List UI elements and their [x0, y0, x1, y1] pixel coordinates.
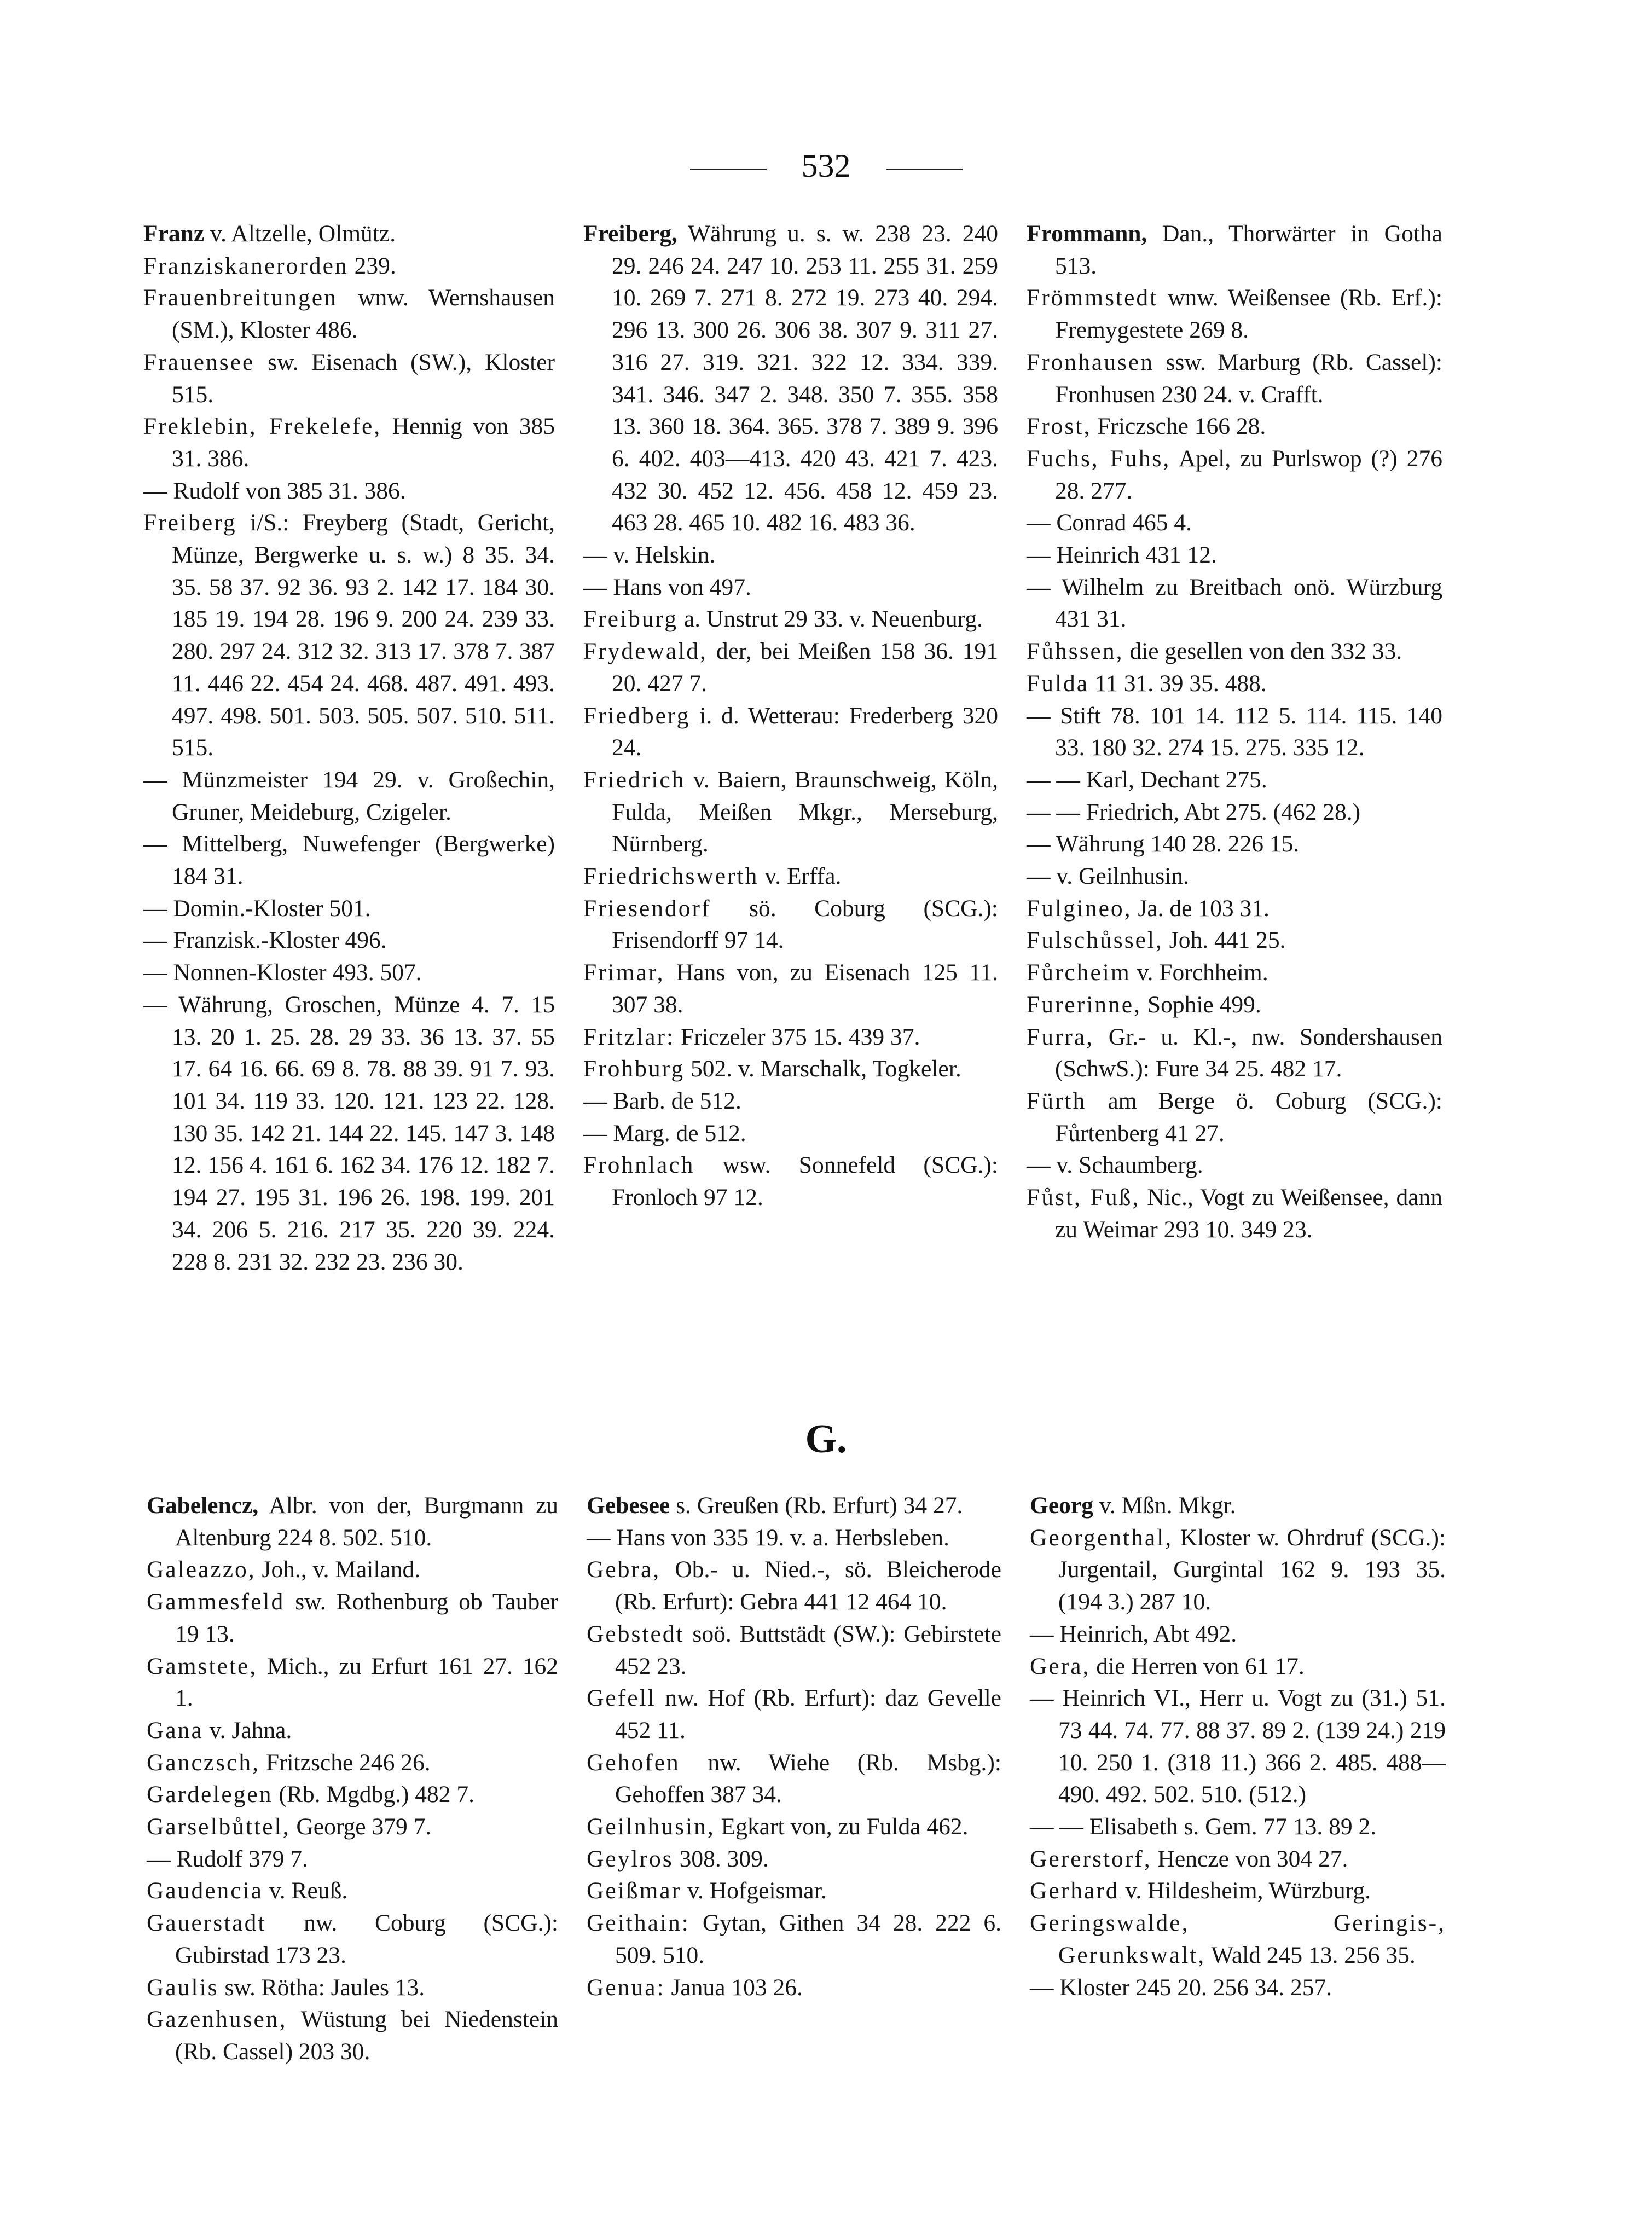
index-entry [583, 764, 998, 860]
entry-headword: Gehofen [587, 1749, 680, 1776]
entry-text: v. Erffa. [758, 863, 842, 890]
entry-headword: Gera, [1030, 1653, 1091, 1679]
entry-text: a. Unstrut 29 33. v. Neuenburg. [678, 606, 983, 633]
entry-text: George 379 7. [290, 1813, 432, 1840]
index-entry [147, 1554, 558, 1586]
entry-text: — Nonnen-Kloster 493. 507. [143, 959, 422, 986]
entry-headword: Geißmar [587, 1878, 682, 1904]
entry-text: Hennig von 385 31. 386. [172, 413, 555, 472]
index-entry [583, 1149, 998, 1213]
index-entry [587, 1972, 1001, 2004]
entry-text: Gr.- u. Kl.-, nw. Sondershausen (SchwS.): Fure 34 25. 482 17. [1055, 1023, 1442, 1082]
entry-text: sw. Rötha: Jaules 13. [218, 1974, 425, 2001]
entry-headword: Geringswalde, Geringis-, Gerunkswalt, [1030, 1910, 1446, 1968]
entry-text: — Conrad 465 4. [1027, 509, 1192, 536]
entry-text: — Franzisk.-Kloster 496. [143, 927, 387, 954]
index-entry [147, 1811, 558, 1843]
entry-headword: Furerinne, [1027, 991, 1141, 1018]
g-column-1 [147, 1490, 558, 2068]
entry-text: Janua 103 26. [665, 1974, 803, 2001]
entry-headword: Fulda [1027, 670, 1089, 697]
entry-text: v. Reuß. [263, 1878, 348, 1904]
index-entry [1030, 1618, 1446, 1650]
index-entry [1027, 410, 1442, 443]
index-entry [583, 1053, 998, 1085]
entry-text: Egkart von, zu Fulda 462. [715, 1813, 969, 1840]
entry-text: sö. Coburg (SCG.): Frisendorff 97 14. [612, 895, 998, 954]
entry-headword: Gazenhusen, [147, 2006, 287, 2033]
index-entry [587, 1843, 1001, 1875]
entry-text: der, bei Meißen 158 36. 191 20. 427 7. [612, 638, 998, 697]
entry-text: wsw. Sonnefeld (SCG.): Fronloch 97 12. [612, 1152, 998, 1211]
index-entry [1027, 796, 1442, 828]
entry-text: nw. Coburg (SCG.): Gubirstad 173 23. [175, 1910, 558, 1968]
index-entry [143, 475, 555, 507]
entry-text: — Münzmeister 194 29. v. Großechin, Gruner, Meideburg, Czigeler. [143, 766, 555, 825]
entry-text: — Währung 140 28. 226 15. [1027, 831, 1300, 857]
entry-text: v. Mßn. Mkgr. [1093, 1492, 1236, 1519]
section-letter-heading: G. [805, 1417, 847, 1462]
index-entry [583, 635, 998, 699]
index-entry [143, 410, 555, 474]
index-entry [147, 1972, 558, 2004]
entry-headword: Freiburg [583, 606, 679, 633]
f-column-1 [143, 218, 555, 1278]
index-entry [147, 2003, 558, 2067]
entry-text: i/S.: Freyberg (Stadt, Gericht, Münze, Bergwerke u. s. w.) 8 35. 34. 35. 58 37. 92 36. 93 2. 142 17. 184 30. 185 19. 194 28. 196 9. 200 24. 239 33. 280. 297 24. 312 32. 313 17. 378 7. 387 11. 446 22. 454 24. 468. 487. 491. 493. 497. 498. 501. 503. 505. 507. 510. 511. 515. [172, 509, 555, 761]
entry-text: Wald 245 13. 256 35. [1205, 1942, 1416, 1968]
entry-headword: Geilnhusin, [587, 1813, 715, 1840]
index-entry [143, 893, 555, 925]
entry-text: Sophie 499. [1141, 991, 1261, 1018]
entry-text: wnw. Wernshausen (SM.), Kloster 486. [172, 285, 555, 344]
index-entry [1027, 893, 1442, 925]
entry-headword: Frömmstedt [1027, 285, 1158, 311]
index-entry [1027, 989, 1442, 1021]
entry-headword: Freiberg, [583, 221, 677, 247]
entry-headword: Frommann, [1027, 221, 1147, 247]
index-entry [587, 1554, 1001, 1618]
entry-text: — Stift 78. 101 14. 112 5. 114. 115. 140 33. 180 32. 274 15. 275. 335 12. [1027, 702, 1442, 761]
index-entry [1030, 1682, 1446, 1811]
entry-headword: Friedrich [583, 766, 686, 793]
entry-headword: Gerhard [1030, 1878, 1120, 1904]
entry-text: — Heinrich VI., Herr u. Vogt zu (31.) 51. 73 44. 74. 77. 88 37. 89 2. (139 24.) 219 10. 250 1. (318 11.) 366 2. 485. 488—490. 492. 502. 510. (512.) [1030, 1685, 1446, 1808]
g-column-2 [587, 1490, 1001, 2003]
entry-headword: Gaulis [147, 1974, 219, 2001]
entry-text: v. Forchheim. [1131, 959, 1268, 986]
entry-text: soö. Buttstädt (SW.): Gebirstete 452 23. [615, 1620, 1001, 1679]
index-entry [147, 1875, 558, 1907]
entry-headword: Fulgineo, [1027, 895, 1132, 922]
entry-headword: Friedberg [583, 702, 691, 729]
entry-text: — Domin.-Kloster 501. [143, 895, 371, 922]
entry-text: v. Hildesheim, Würzburg. [1119, 1878, 1371, 1904]
entry-text: — v. Schaumberg. [1027, 1152, 1203, 1179]
entry-headword: Gauerstadt [147, 1910, 266, 1937]
f-column-3 [1027, 218, 1442, 1246]
entry-text: 502. v. Marschalk, Togkeler. [685, 1056, 961, 1082]
f-column-2 [583, 218, 998, 1214]
entry-text: Gytan, Githen 34 28. 222 6. 509. 510. [615, 1910, 1001, 1968]
entry-text: Friczeler 375 15. 439 37. [675, 1023, 920, 1050]
index-entry [583, 571, 998, 604]
entry-headword: Franziskanerorden [143, 252, 349, 279]
index-entry [587, 1682, 1001, 1746]
entry-headword: Ganczsch, [147, 1749, 260, 1776]
index-entry [143, 957, 555, 989]
entry-text: — Währung, Groschen, Münze 4. 7. 15 13. 20 1. 25. 28. 29 33. 36 13. 37. 55 17. 64 16. 66. 69 8. 78. 88 39. 91 7. 93. 101 34. 119 33. 120. 121. 123 22. 128. 130 35. 142 21. 144 22. 145. 147 3. 148 12. 156 4. 161 6. 162 34. 176 12. 182 7. 194 27. 195 31. 196 26. 198. 199. 201 34. 206 5. 216. 217 35. 220 39. 224. 228 8. 231 32. 232 23. 236 30. [143, 991, 555, 1275]
entry-headword: Gererstorf, [1030, 1845, 1152, 1872]
index-entry [587, 1522, 1001, 1554]
entry-headword: Furra, [1027, 1023, 1094, 1050]
entry-headword: Genua: [587, 1974, 665, 2001]
entry-text: Apel, zu Purlswop (?) 276 28. 277. [1055, 445, 1442, 504]
index-entry [1027, 828, 1442, 860]
entry-text: Nic., Vogt zu Weißensee, dann zu Weimar 293 10. 349 23. [1055, 1184, 1443, 1243]
index-entry [587, 1907, 1001, 1971]
entry-text: — — Elisabeth s. Gem. 77 13. 89 2. [1030, 1813, 1377, 1840]
entry-headword: Frohnlach [583, 1152, 695, 1179]
entry-headword: Gardelegen [147, 1781, 273, 1808]
entry-text: Dan., Thorwärter in Gotha 513. [1055, 221, 1442, 279]
entry-text: — Wilhelm zu Breitbach onö. Würzburg 431 31. [1027, 573, 1442, 633]
entry-text: nw. Hof (Rb. Erfurt): daz Gevelle 452 11. [615, 1685, 1001, 1743]
index-entry [1027, 668, 1442, 700]
entry-headword: Fuchs, Fuhs, [1027, 445, 1171, 472]
index-entry [1027, 539, 1442, 571]
index-entry [587, 1618, 1001, 1682]
entry-text: — Hans von 497. [583, 573, 751, 600]
entry-headword: Galeazzo, [147, 1556, 256, 1583]
index-entry [583, 1021, 998, 1053]
index-entry [143, 924, 555, 957]
entry-text: sw. Eisenach (SW.), Kloster 515. [172, 349, 555, 408]
entry-text: ssw. Marburg (Rb. Cassel): Fronhusen 230 24. v. Crafft. [1055, 349, 1442, 408]
entry-text: die Herren von 61 17. [1090, 1653, 1305, 1679]
index-entry [143, 282, 555, 346]
entry-headword: Geylros [587, 1845, 674, 1872]
entry-text: 308. 309. [673, 1845, 769, 1872]
entry-headword: Fůhssen, [1027, 638, 1124, 665]
entry-text: — Marg. de 512. [583, 1120, 746, 1146]
entry-text: wnw. Weißensee (Rb. Erf.): Fremygestete 269 8. [1055, 285, 1442, 344]
index-entry [583, 700, 998, 764]
entry-text: v. Jahna. [203, 1717, 292, 1743]
entry-headword: Gana [147, 1717, 204, 1743]
entry-headword: Fronhausen [1027, 349, 1154, 375]
index-entry [587, 1875, 1001, 1907]
entry-text: v. Baiern, Braunschweig, Köln, Fulda, Meißen Mkgr., Merseburg, Nürnberg. [612, 766, 998, 857]
entry-headword: Friedrichswerth [583, 863, 759, 890]
entry-text: — Mittelberg, Nuwefenger (Bergwerke) 184 31. [143, 831, 555, 890]
index-entry [1027, 443, 1442, 507]
entry-headword: Freklebin, Frekelefe, [143, 413, 382, 440]
index-entry [1030, 1907, 1446, 1971]
entry-text: Joh. 441 25. [1163, 927, 1286, 954]
entry-text: — Barb. de 512. [583, 1087, 741, 1114]
index-entry [1027, 1149, 1442, 1181]
index-entry [1027, 860, 1442, 893]
index-entry [143, 250, 555, 282]
index-entry [1030, 1843, 1446, 1875]
entry-headword: Garselbůttel, [147, 1813, 291, 1840]
index-entry [143, 989, 555, 1278]
index-entry [1027, 957, 1442, 989]
entry-text: — — Karl, Dechant 275. [1027, 766, 1267, 793]
index-entry [1027, 1085, 1442, 1149]
entry-headword: Fůst, Fuß, [1027, 1184, 1140, 1211]
index-entry [1027, 700, 1442, 764]
entry-text: Friczsche 166 28. [1091, 413, 1266, 440]
entry-headword: Gammesfeld [147, 1589, 285, 1615]
entry-text: Joh., v. Mailand. [256, 1556, 421, 1583]
index-entry [147, 1650, 558, 1714]
entry-headword: Gefell [587, 1685, 656, 1712]
entry-text: Ob.- u. Nied.-, sö. Bleicherode (Rb. Erfurt): Gebra 441 12 464 10. [615, 1556, 1001, 1615]
index-entry [147, 1907, 558, 1971]
index-entry [1027, 282, 1442, 346]
index-entry [1027, 346, 1442, 410]
index-entry [143, 828, 555, 892]
index-entry [143, 764, 555, 828]
index-entry [583, 539, 998, 571]
index-entry [583, 218, 998, 539]
index-entry [587, 1490, 1001, 1522]
entry-text: v. Hofgeismar. [681, 1878, 827, 1904]
entry-headword: Fůrcheim [1027, 959, 1131, 986]
index-entry [147, 1714, 558, 1747]
entry-text: — v. Geilnhusin. [1027, 863, 1189, 890]
index-entry [583, 957, 998, 1021]
entry-text: 11 31. 39 35. 488. [1089, 670, 1267, 697]
entry-headword: Fürth [1027, 1087, 1087, 1114]
index-entry [1027, 1181, 1442, 1245]
entry-text: Fritzsche 246 26. [259, 1749, 431, 1776]
entry-text: Hans von, zu Eisenach 125 11. 307 38. [612, 959, 998, 1018]
entry-text: v. Altzelle, Olmütz. [204, 221, 396, 247]
entry-text: sw. Rothenburg ob Tauber 19 13. [175, 1589, 558, 1647]
index-entry [587, 1747, 1001, 1811]
entry-headword: Gebstedt [587, 1620, 685, 1647]
entry-text: 239. [348, 252, 396, 279]
entry-headword: Frauensee [143, 349, 255, 375]
entry-text: (Rb. Mgdbg.) 482 7. [273, 1781, 475, 1808]
index-entry [147, 1490, 558, 1554]
index-entry [1030, 1490, 1446, 1522]
entry-headword: Fulschůssel, [1027, 927, 1163, 954]
entry-headword: Franz [143, 221, 205, 247]
entry-text: — Rudolf 379 7. [147, 1845, 308, 1872]
entry-headword: Geithain: [587, 1910, 690, 1937]
entry-headword: Gamstete, [147, 1653, 258, 1679]
index-entry [1027, 1021, 1442, 1085]
index-entry [143, 346, 555, 410]
index-entry [1027, 507, 1442, 539]
entry-headword: Gebra, [587, 1556, 661, 1583]
entry-headword: Frohburg [583, 1056, 685, 1082]
index-entry [583, 1085, 998, 1117]
entry-text: nw. Wiehe (Rb. Msbg.): Gehoffen 387 34. [615, 1749, 1001, 1808]
entry-text: Mich., zu Erfurt 161 27. 162 1. [175, 1653, 558, 1712]
entry-text: Ja. de 103 31. [1132, 895, 1270, 922]
index-entry [583, 893, 998, 957]
header-rule-right [886, 169, 963, 170]
index-entry [1027, 764, 1442, 796]
entry-text: Albr. von der, Burgmann zu Altenburg 224 8. 502. 510. [175, 1492, 558, 1551]
g-column-3 [1030, 1490, 1446, 2003]
entry-text: — Hans von 335 19. v. a. Herbsleben. [587, 1524, 949, 1551]
index-entry [1030, 1875, 1446, 1907]
entry-text: — — Friedrich, Abt 275. (462 28.) [1027, 798, 1361, 825]
index-entry [1030, 1650, 1446, 1683]
entry-text: Kloster w. Ohrdruf (SCG.): Jurgentail, Gurgintal 162 9. 193 35. (194 3.) 287 10. [1058, 1524, 1446, 1615]
index-entry [583, 603, 998, 635]
index-entry [147, 1843, 558, 1875]
entry-headword: Gaudencia [147, 1878, 263, 1904]
entry-headword: Friesendorf [583, 895, 711, 922]
index-entry [147, 1778, 558, 1811]
entry-headword: Gebesee [587, 1492, 670, 1519]
index-entry [1030, 1972, 1446, 2004]
entry-text: i. d. Wetterau: Frederberg 320 24. [612, 702, 998, 761]
entry-headword: Frauenbreitungen [143, 285, 338, 311]
index-entry [147, 1747, 558, 1779]
entry-headword: Freiberg [143, 509, 237, 536]
entry-headword: Georgenthal, [1030, 1524, 1173, 1551]
entry-text: — Heinrich, Abt 492. [1030, 1620, 1237, 1647]
index-entry [583, 860, 998, 893]
entry-text: Wüstung bei Niedenstein (Rb. Cassel) 203 30. [175, 2006, 558, 2065]
entry-text: Währung u. s. w. 238 23. 240 29. 246 24. 247 10. 253 11. 255 31. 259 10. 269 7. 271 8. 272 19. 273 40. 294. 296 13. 300 26. 306 38. 307 9. 311 27. 316 27. 319. 321. 322 12. 334. 339. 341. 346. 347 2. 348. 350 7. 355. 358 13. 360 18. 364. 365. 378 7. 389 9. 396 6. 402. 403—413. 420 43. 421 7. 423. 432 30. 452 12. 456. 458 12. 459 23. 463 28. 465 10. 482 16. 483 36. [612, 221, 998, 536]
index-entry [143, 218, 555, 250]
entry-text: s. Greußen (Rb. Erfurt) 34 27. [670, 1492, 963, 1519]
index-entry [1027, 635, 1442, 668]
entry-text: Hencze von 304 27. [1151, 1845, 1348, 1872]
index-entry [583, 1117, 998, 1150]
entry-text: am Berge ö. Coburg (SCG.): Fůrtenberg 41 27. [1055, 1087, 1442, 1146]
index-entry [587, 1811, 1001, 1843]
entry-text: die gesellen von den 332 33. [1123, 638, 1402, 665]
entry-text: — Rudolf von 385 31. 386. [143, 477, 406, 504]
page-header [0, 147, 1652, 185]
entry-headword: Gabelencz, [147, 1492, 259, 1519]
entry-headword: Frost, [1027, 413, 1092, 440]
index-entry [1027, 924, 1442, 957]
page-number: 532 [801, 148, 851, 184]
entry-headword: Frydewald, [583, 638, 708, 665]
entry-headword: Fritzlar: [583, 1023, 675, 1050]
entry-headword: Frimar, [583, 959, 665, 986]
entry-text: — v. Helskin. [583, 542, 716, 569]
index-entry [147, 1586, 558, 1650]
index-entry [1030, 1522, 1446, 1618]
index-entry [143, 507, 555, 764]
entry-text: — Kloster 245 20. 256 34. 257. [1030, 1974, 1332, 2001]
index-entry [1027, 571, 1442, 635]
header-rule-left [690, 169, 767, 170]
index-entry [1027, 218, 1442, 282]
entry-headword: Georg [1030, 1492, 1093, 1519]
entry-text: — Heinrich 431 12. [1027, 542, 1217, 569]
index-entry [1030, 1811, 1446, 1843]
